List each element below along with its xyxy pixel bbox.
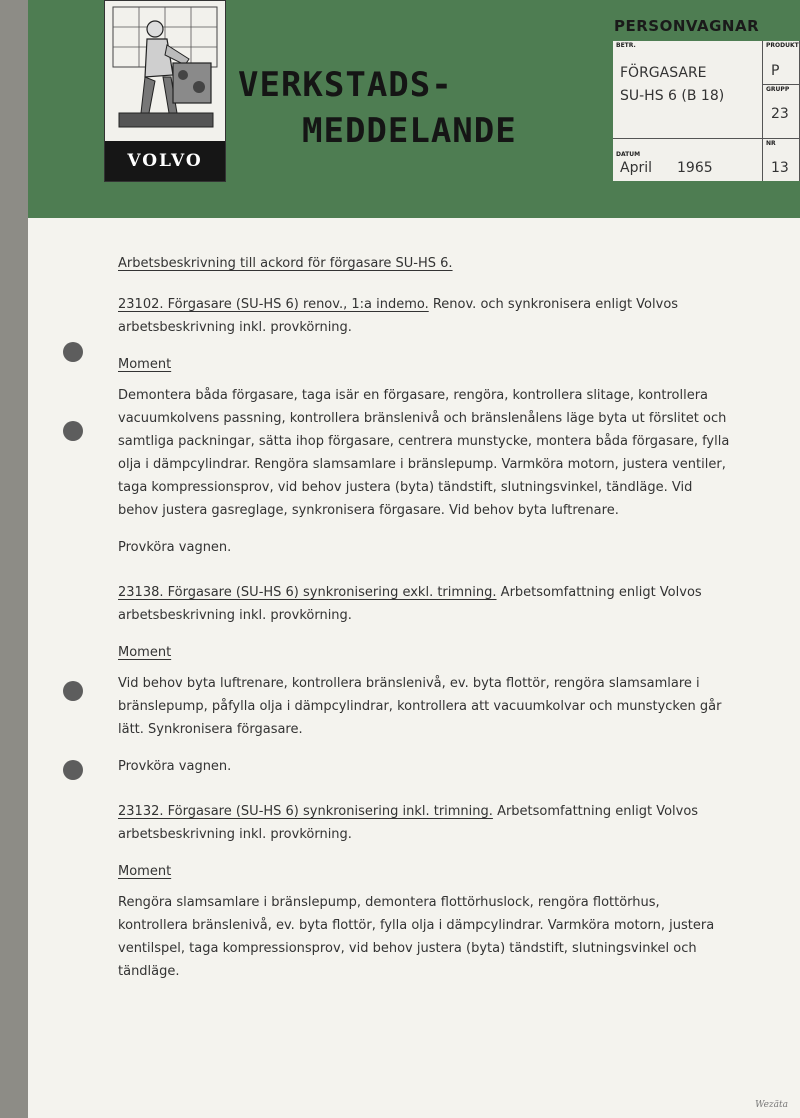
section-body: Vid behov byta luftrenare, kontrollera bränslenivå, ev. byta flottör, rengöra slamsamlare i bränslepump, påfylla olja i dämpcylindrar, kontrollera att vacuumkolvar och munstycken går lätt. Synkronisera förgasare. [118, 676, 722, 737]
section-body: Demontera båda förgasare, taga isär en förgasare, rengöra, kontrollera slitage, kontrollera vacuumkolvens passning, kontrollera bränslenivå och bränslenålens läge byta ut förslitet och samtliga packningar, sätta ihop förgasare, centrera munstycke, montera båda förgasare, fylla olja i dämpcylindrar. Rengöra slamsamlare i bränslepump. Varmköra motorn, justera ventiler, taga kompressionsprov, vid behov justera (byta) tändstift, slutningsvinkel, tändläge. Vid behov justera gasreglage, synkronisera förgasare. Vid behov byta luftrenare. [118, 388, 730, 518]
section-intro [118, 800, 730, 846]
section-intro [118, 293, 730, 339]
document-heading: Arbetsbeskrivning till ackord för förgasare SU-HS 6. [118, 256, 453, 271]
section-intro-text: Renov. och synkronisera enligt Volvos arbetsbeskrivning inkl. provkörning. [118, 297, 679, 335]
category-label: PERSONVAGNAR [614, 17, 760, 35]
grupp-value: 23 [771, 106, 789, 122]
moment-label: Moment [118, 864, 172, 879]
nr-cell [763, 139, 800, 181]
betr-cell [613, 41, 763, 139]
section-code-title: 23138. Förgasare (SU-HS 6) synkronisering exkl. trimning. [118, 585, 497, 600]
betr-line-2: SU-HS 6 (B 18) [620, 88, 725, 104]
nr-value: 13 [771, 160, 789, 176]
datum-cell [613, 139, 763, 181]
volvo-logo: VOLVO [105, 141, 225, 181]
punch-hole [63, 681, 83, 701]
page-title [238, 62, 517, 154]
punch-hole [63, 760, 83, 780]
section-intro [118, 581, 730, 627]
datum-month: April [620, 160, 652, 176]
produkt-value: P [771, 63, 780, 79]
printer-mark: Wezäta [755, 1100, 788, 1110]
section-intro-text: Arbetsomfattning enligt Volvos arbetsbeskrivning inkl. provkörning. [118, 585, 702, 623]
grupp-label: GRUPP [766, 86, 790, 93]
produkt-label: PRODUKT [766, 42, 799, 49]
punch-hole [63, 421, 83, 441]
grupp-cell [763, 85, 800, 139]
document-body [118, 252, 730, 997]
section-code-title: 23132. Förgasare (SU-HS 6) synkronisering inkl. trimning. [118, 804, 493, 819]
section-code-title: 23102. Förgasare (SU-HS 6) renov., 1:a indemo. [118, 297, 429, 312]
betr-label: BETR. [616, 42, 636, 49]
section-intro-text: Arbetsomfattning enligt Volvos arbetsbeskrivning inkl. provkörning. [118, 804, 699, 842]
section-closing: Provköra vagnen. [118, 540, 232, 555]
nr-label: NR [766, 140, 776, 147]
punch-hole [63, 342, 83, 362]
info-box [613, 41, 800, 181]
page-edge [0, 0, 28, 1118]
datum-year: 1965 [677, 160, 713, 176]
moment-label: Moment [118, 645, 172, 660]
datum-label: DATUM [616, 151, 641, 158]
betr-line-1: FÖRGASARE [620, 65, 707, 81]
logo-box [104, 0, 226, 182]
title-line-2: MEDDELANDE [302, 111, 517, 151]
title-line-1: VERKSTADS- [238, 65, 453, 105]
produkt-cell [763, 41, 800, 85]
section-closing: Provköra vagnen. [118, 759, 232, 774]
moment-label: Moment [118, 357, 172, 372]
mechanic-illustration [111, 5, 219, 133]
section-body: Rengöra slamsamlare i bränslepump, demontera flottörhuslock, rengöra flottörhus, kontrollera bränslenivå, ev. byta flottör, fylla olja i dämpcylindrar. Varmköra motorn, justera ventilspel, taga kompressionsprov, vid behov justera (byta) tändstift, slutningsvinkel och tändläge. [118, 895, 715, 979]
